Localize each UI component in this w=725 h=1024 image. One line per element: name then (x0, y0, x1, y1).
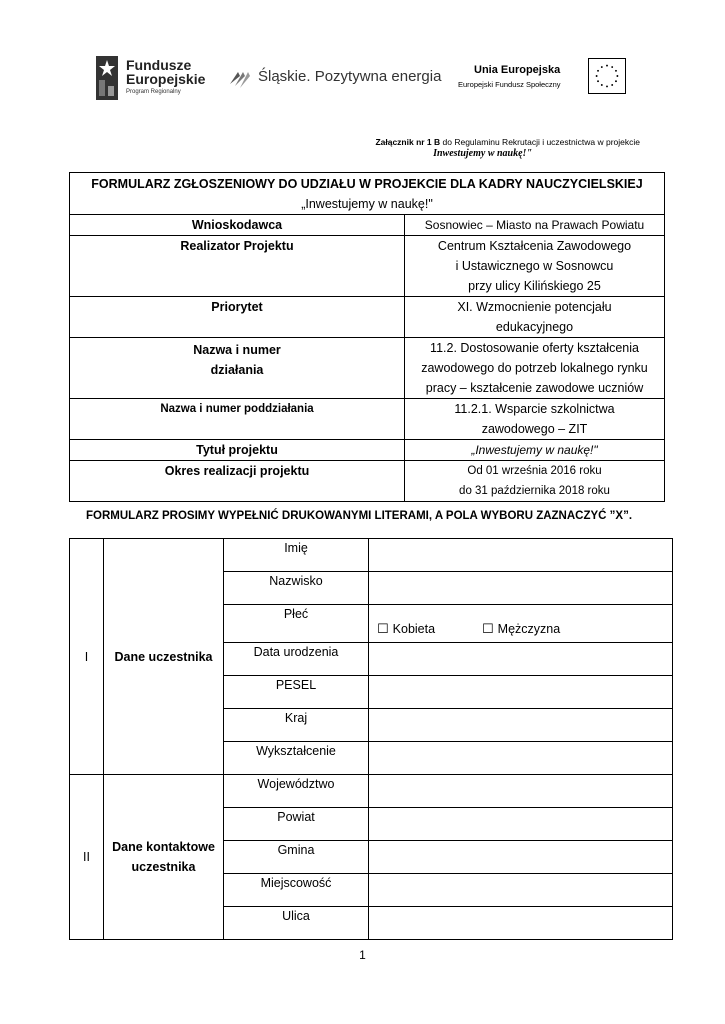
form-title: FORMULARZ ZGŁOSZENIOWY DO UDZIAŁU W PROJEKCIE DLA KADRY NAUCZYCIELSKIEJ (91, 177, 643, 191)
annex-project-name: Inwestujemy w naukę!" (433, 148, 532, 159)
country-input[interactable] (369, 709, 673, 742)
checkbox-icon[interactable]: ☐ (377, 622, 389, 637)
form-title-cell (70, 173, 665, 215)
info-value-line: Sosnowiec – Miasto na Prawach Powiatu (424, 218, 645, 232)
field-label: Miejscowość (224, 874, 369, 907)
info-value (405, 461, 665, 502)
gender-group (369, 610, 672, 637)
info-value-line: XI. Wzmocnienie potencjału (457, 300, 612, 314)
section-number: II (70, 775, 104, 940)
info-value-line: Od 01 września 2016 roku (467, 465, 602, 477)
slaskie-text: Śląskie. Pozytywna energia (258, 68, 442, 85)
ue-fund: Europejski Fundusz Społeczny (458, 80, 561, 89)
field-row (70, 775, 673, 808)
pesel-input[interactable] (369, 676, 673, 709)
info-value (405, 440, 665, 461)
section-number: I (70, 539, 104, 775)
slaskie-logo (228, 62, 442, 92)
info-row-subaction (70, 399, 665, 440)
info-label: Okres realizacji projektu (70, 461, 405, 502)
section-title-line: uczestnika (131, 860, 196, 874)
info-value-line: i Ustawicznego w Sosnowcu (455, 259, 614, 273)
fundusze-europejskie-star-icon (96, 56, 118, 100)
info-value-line: zawodowego do potrzeb lokalnego rynku (421, 361, 648, 375)
fundusze-line2: Europejskie (126, 71, 206, 87)
info-row-realizer (70, 236, 665, 297)
annex-reference (300, 137, 640, 147)
gender-option-female[interactable] (377, 622, 482, 637)
fundusze-line3: Program Regionalny (126, 89, 181, 95)
info-value (405, 236, 665, 297)
info-value-line: przy ulicy Kilińskiego 25 (468, 279, 601, 293)
info-label: Nazwa i numer poddziałania (70, 399, 405, 440)
project-info-table (69, 172, 665, 502)
field-label: Gmina (224, 841, 369, 874)
info-label-line: Nazwa i numer (193, 343, 281, 357)
info-value (405, 338, 665, 399)
field-label: Ulica (224, 907, 369, 940)
field-label: Imię (224, 539, 369, 572)
info-value-line: zawodowego – ZIT (481, 422, 588, 436)
info-row-priority (70, 297, 665, 338)
info-value-line: 11.2. Dostosowanie oferty kształcenia (430, 341, 639, 355)
fill-instruction: FORMULARZ PROSIMY WYPEŁNIĆ DRUKOWANYMI LITERAMI, A POLA WYBORU ZAZNACZYĆ ”X”. (86, 510, 633, 522)
info-row-title (70, 440, 665, 461)
field-label: Nazwisko (224, 572, 369, 605)
info-label: Realizator Projektu (70, 236, 405, 297)
field-label: Wykształcenie (224, 742, 369, 775)
birth-date-input[interactable] (369, 643, 673, 676)
town-input[interactable] (369, 874, 673, 907)
field-label: PESEL (224, 676, 369, 709)
checkbox-icon[interactable]: ☐ (482, 622, 494, 637)
info-row-period (70, 461, 665, 502)
ue-logo (456, 58, 628, 96)
info-label: Wnioskodawca (70, 215, 405, 236)
info-value-line: do 31 października 2018 roku (459, 485, 610, 497)
info-value-line: 11.2.1. Wsparcie szkolnictwa (454, 402, 615, 416)
field-label: Województwo (224, 775, 369, 808)
info-header-row (70, 173, 665, 215)
info-label: Tytuł projektu (70, 440, 405, 461)
fundusze-line1: Fundusze (126, 57, 192, 73)
annex-text: do Regulaminu Rekrutacji i uczestnictwa w projekcie (440, 137, 640, 147)
info-value (405, 399, 665, 440)
field-label: Data urodzenia (224, 643, 369, 676)
last-name-input[interactable] (369, 572, 673, 605)
info-value (405, 297, 665, 338)
info-row-applicant (70, 215, 665, 236)
gender-label: Kobieta (392, 622, 436, 636)
annex-number: Załącznik nr 1 B (375, 137, 441, 147)
info-label-line: działania (210, 363, 264, 377)
info-value (405, 215, 665, 236)
street-input[interactable] (369, 907, 673, 940)
commune-input[interactable] (369, 841, 673, 874)
voivodeship-input[interactable] (369, 775, 673, 808)
ue-title: Unia Europejska (474, 64, 561, 76)
section-title: Dane uczestnika (104, 539, 224, 775)
gender-options (369, 605, 673, 643)
info-value-line: edukacyjnego (495, 320, 574, 334)
info-label: Priorytet (70, 297, 405, 338)
field-label: Kraj (224, 709, 369, 742)
info-value-line: pracy – kształcenie zawodowe uczniów (425, 381, 644, 395)
info-value-line: Centrum Kształcenia Zawodowego (437, 239, 632, 253)
info-label (70, 338, 405, 399)
field-label: Powiat (224, 808, 369, 841)
info-row-action (70, 338, 665, 399)
section-title (104, 775, 224, 940)
gender-option-male[interactable] (482, 622, 560, 637)
field-row (70, 539, 673, 572)
field-label: Płeć (224, 605, 369, 643)
form-subtitle: „Inwestujemy w naukę!" (301, 197, 433, 211)
education-input[interactable] (369, 742, 673, 775)
eu-flag-icon (588, 58, 626, 94)
fundusze-europejskie-logo (96, 56, 206, 100)
slaskie-wings-icon (228, 64, 254, 90)
info-value-line: „Inwestujemy w naukę!" (471, 443, 598, 457)
page-number: 1 (359, 948, 366, 962)
gender-label: Mężczyzna (497, 622, 561, 636)
first-name-input[interactable] (369, 539, 673, 572)
section-title-line: Dane kontaktowe (112, 840, 215, 854)
participant-table (69, 538, 673, 940)
county-input[interactable] (369, 808, 673, 841)
